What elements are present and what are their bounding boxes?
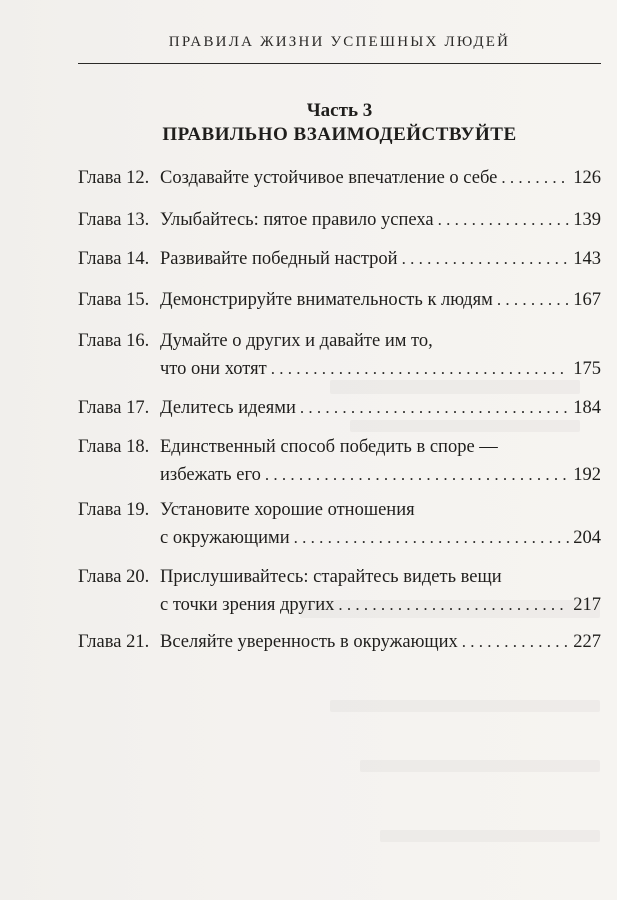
dot-leader [265,461,569,489]
chapter-title-continued: избежать его [160,465,261,485]
page-number: 143 [573,249,601,269]
chapter-title: Развивайте победный настрой [160,249,398,269]
dot-leader [501,164,569,192]
chapter-title-continued: с окружающими [160,528,290,548]
page-number: 192 [573,465,601,485]
chapter-title: Демонстрируйте внимательность к людям [160,290,493,310]
dot-leader [271,355,570,383]
chapter-number: Глава 12. [78,168,150,188]
page-number: 184 [573,398,601,418]
chapter-title-continued: что они хотят [160,359,267,379]
toc-entry[interactable] [78,327,601,383]
chapter-title: Улыбайтесь: пятое правило успеха [160,210,434,230]
toc-entry[interactable] [78,206,601,234]
chapter-number: Глава 18. [78,437,150,457]
toc-entry[interactable] [78,394,601,422]
toc-entry[interactable] [78,496,601,552]
chapter-number: Глава 14. [78,249,150,269]
page-number: 167 [573,290,601,310]
table-of-contents [78,0,601,900]
dot-leader [497,286,569,314]
part-label: Часть 3 [306,100,373,121]
toc-entry[interactable] [78,563,601,619]
chapter-title: Делитесь идеями [160,398,296,418]
dot-leader [462,628,569,656]
part-title: ПРАВИЛЬНО ВЗАИМОДЕЙСТВУЙТЕ [162,124,517,145]
toc-entry[interactable] [78,286,601,314]
chapter-number: Глава 19. [78,500,150,520]
chapter-number: Глава 16. [78,331,150,351]
chapter-title: Думайте о других и давайте им то, [160,331,433,351]
chapter-title-continued: с точки зрения других [160,595,335,615]
page-number: 217 [573,595,601,615]
chapter-title: Прислушивайтесь: старайтесь видеть вещи [160,567,502,587]
chapter-number: Глава 20. [78,567,150,587]
dot-leader [338,591,569,619]
toc-entry[interactable] [78,245,601,273]
dot-leader [294,524,570,552]
chapter-title: Вселяйте уверенность в окружающих [160,632,458,652]
dot-leader [402,245,570,273]
running-header: ПРАВИЛА ЖИЗНИ УСПЕШНЫХ ЛЮДЕЙ [168,34,511,50]
chapter-number: Глава 21. [78,632,150,652]
chapter-number: Глава 13. [78,210,150,230]
page-number: 126 [573,168,601,188]
chapter-number: Глава 17. [78,398,150,418]
toc-entry[interactable] [78,628,601,656]
chapter-title: Установите хорошие отношения [160,500,415,520]
toc-entry[interactable] [78,433,601,489]
page-number: 139 [573,210,601,230]
toc-entry[interactable] [78,164,601,192]
chapter-title: Создавайте устойчивое впечатление о себе [160,168,498,188]
dot-leader [438,206,570,234]
chapter-title: Единственный способ победить в споре — [160,437,498,457]
chapter-number: Глава 15. [78,290,150,310]
page-number: 175 [573,359,601,379]
page-number: 227 [573,632,601,652]
page-number: 204 [573,528,601,548]
dot-leader [300,394,569,422]
